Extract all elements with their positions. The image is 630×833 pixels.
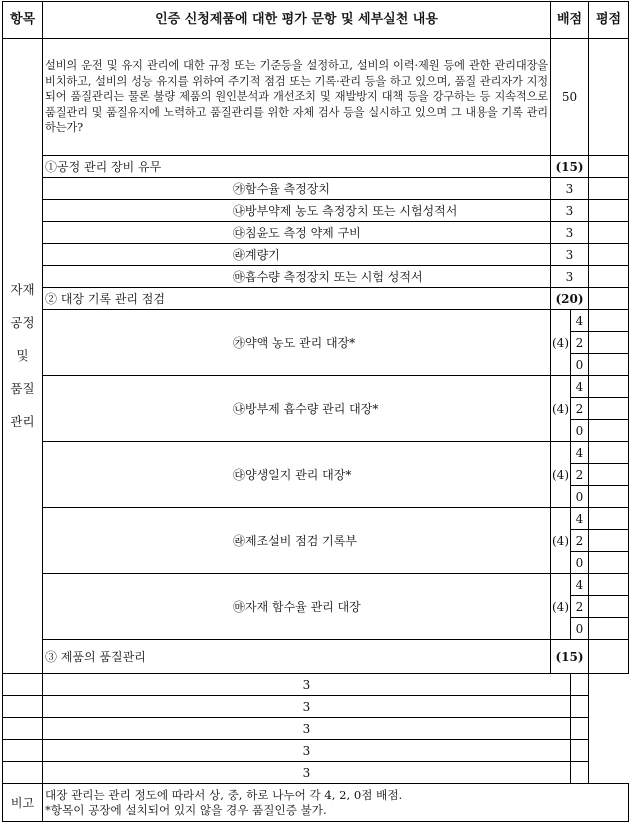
item-label — [3, 696, 43, 718]
score-cell[interactable] — [589, 310, 629, 332]
item-label: ㉱제조설비 점검 기록부 — [43, 508, 551, 574]
score-cell[interactable] — [589, 596, 629, 618]
section-row — [3, 156, 629, 178]
item-label: ㉰침윤도 측정 약제 구비 — [43, 222, 551, 244]
item-row — [3, 310, 629, 332]
item-points: 3 — [551, 244, 589, 266]
evaluation-table — [2, 1, 629, 822]
grade-option: 2 — [571, 398, 589, 420]
item-row — [3, 200, 629, 222]
item-row — [3, 508, 629, 530]
item-row — [3, 376, 629, 398]
score-cell[interactable] — [589, 420, 629, 442]
section2-points: (20) — [551, 288, 589, 310]
item-label — [3, 718, 43, 740]
grade-option: 2 — [571, 596, 589, 618]
grade-option: 0 — [571, 618, 589, 640]
item-label — [3, 762, 43, 784]
item-row — [3, 696, 629, 718]
grade-option: 2 — [571, 332, 589, 354]
intro-text: 설비의 운전 및 유지 관리에 대한 규정 또는 기준등을 설정하고, 설비의 이력·제원 등에 관한 관리대장을 비치하고, 설비의 성능 유지를 위하여 주기적 점검 또는 기록·관리 등을 하고 있으며, 품질 관리자가 지정되어 품질관리는 물론 불량 제품의 원인분석과 개선조치 및 재발방지 대책 등을 강구하는 등 지속적으로 품질관리 및 품질유지에 노력하고 품질관리를 위한 자체 검사 등을 실시하고 있으며 그 내용을 기록 관리하는가? — [43, 39, 551, 156]
score-cell[interactable] — [589, 464, 629, 486]
remarks-label: 비고 — [3, 784, 43, 822]
item-points: 3 — [551, 200, 589, 222]
score-cell[interactable] — [589, 574, 629, 596]
score-cell[interactable] — [571, 696, 589, 718]
score-cell[interactable] — [589, 508, 629, 530]
score-cell[interactable] — [589, 39, 629, 156]
score-cell[interactable] — [589, 530, 629, 552]
score-cell[interactable] — [589, 486, 629, 508]
section-row — [3, 288, 629, 310]
item-points: (4) — [551, 376, 571, 442]
grade-option: 0 — [571, 354, 589, 376]
remarks-line1: 대장 관리는 관리 정도에 따라서 상, 중, 하로 나누어 각 4, 2, 0점 배점. — [45, 787, 403, 802]
grade-option: 0 — [571, 486, 589, 508]
section-row — [3, 640, 629, 674]
item-row — [3, 674, 629, 696]
item-label: ㉮약액 농도 관리 대장* — [43, 310, 551, 376]
item-row — [3, 718, 629, 740]
item-points: (4) — [551, 574, 571, 640]
item-points: 3 — [551, 178, 589, 200]
score-cell[interactable] — [589, 618, 629, 640]
header-score: 평점 — [589, 2, 629, 39]
item-row — [3, 442, 629, 464]
item-points: 3 — [43, 762, 571, 784]
item-points: 3 — [551, 266, 589, 288]
item-points: 3 — [43, 718, 571, 740]
item-label: ㉲흡수량 측정장치 또는 시험 성적서 — [43, 266, 551, 288]
category-line: 관리 — [10, 414, 35, 429]
score-cell[interactable] — [589, 332, 629, 354]
score-cell[interactable] — [589, 266, 629, 288]
score-cell[interactable] — [589, 376, 629, 398]
grade-option: 4 — [571, 310, 589, 332]
section1-points: (15) — [551, 156, 589, 178]
section1-title: ①공정 관리 장비 유무 — [43, 156, 551, 178]
category-line: 및 — [16, 348, 29, 363]
grade-option: 4 — [571, 376, 589, 398]
remarks-row — [3, 784, 629, 822]
item-points: 3 — [551, 222, 589, 244]
category-cell — [3, 39, 43, 674]
item-label: ㉰양생일지 관리 대장* — [43, 442, 551, 508]
item-row — [3, 762, 629, 784]
intro-points: 50 — [551, 39, 589, 156]
intro-row — [3, 39, 629, 156]
remarks-cell — [43, 784, 629, 822]
header-item: 항목 — [3, 2, 43, 39]
category-line: 공정 — [10, 315, 35, 330]
item-label: ㉱계량기 — [43, 244, 551, 266]
score-cell[interactable] — [589, 442, 629, 464]
header-points: 배점 — [551, 2, 589, 39]
section3-points: (15) — [551, 640, 589, 674]
score-cell[interactable] — [571, 718, 589, 740]
score-cell[interactable] — [589, 200, 629, 222]
score-cell[interactable] — [589, 288, 629, 310]
item-row — [3, 266, 629, 288]
item-points: 3 — [43, 740, 571, 762]
item-points: (4) — [551, 310, 571, 376]
score-cell[interactable] — [589, 222, 629, 244]
header-row — [3, 2, 629, 39]
score-cell[interactable] — [571, 762, 589, 784]
item-row — [3, 244, 629, 266]
item-label — [3, 740, 43, 762]
category-line: 자재 — [10, 282, 35, 297]
remarks-line2: *항목이 공장에 설치되어 있지 않을 경우 품질인증 불가. — [45, 802, 327, 817]
item-points: 3 — [43, 696, 571, 718]
item-label: ㉯방부약제 농도 측정장치 또는 시험성적서 — [43, 200, 551, 222]
grade-option: 4 — [571, 442, 589, 464]
item-label: ㉲자재 함수율 관리 대장 — [43, 574, 551, 640]
score-cell[interactable] — [589, 552, 629, 574]
score-cell[interactable] — [589, 156, 629, 178]
score-cell[interactable] — [589, 640, 629, 674]
item-row — [3, 740, 629, 762]
score-cell[interactable] — [571, 740, 589, 762]
score-cell[interactable] — [589, 244, 629, 266]
item-points: 3 — [43, 674, 571, 696]
item-label: ㉮함수율 측정장치 — [43, 178, 551, 200]
header-content: 인증 신청제품에 대한 평가 문항 및 세부실천 내용 — [43, 2, 551, 39]
item-label — [3, 674, 43, 696]
grade-option: 2 — [571, 530, 589, 552]
section2-title: ② 대장 기록 관리 점검 — [43, 288, 551, 310]
score-cell[interactable] — [589, 178, 629, 200]
item-row — [3, 222, 629, 244]
item-points: (4) — [551, 508, 571, 574]
grade-option: 0 — [571, 420, 589, 442]
item-label: ㉯방부제 흡수량 관리 대장* — [43, 376, 551, 442]
score-cell[interactable] — [571, 674, 589, 696]
score-cell[interactable] — [589, 354, 629, 376]
item-row — [3, 178, 629, 200]
grade-option: 4 — [571, 574, 589, 596]
category-line: 품질 — [10, 381, 35, 396]
item-points: (4) — [551, 442, 571, 508]
grade-option: 4 — [571, 508, 589, 530]
score-cell[interactable] — [589, 398, 629, 420]
grade-option: 2 — [571, 464, 589, 486]
item-row — [3, 574, 629, 596]
grade-option: 0 — [571, 552, 589, 574]
section3-title: ③ 제품의 품질관리 — [43, 640, 551, 674]
